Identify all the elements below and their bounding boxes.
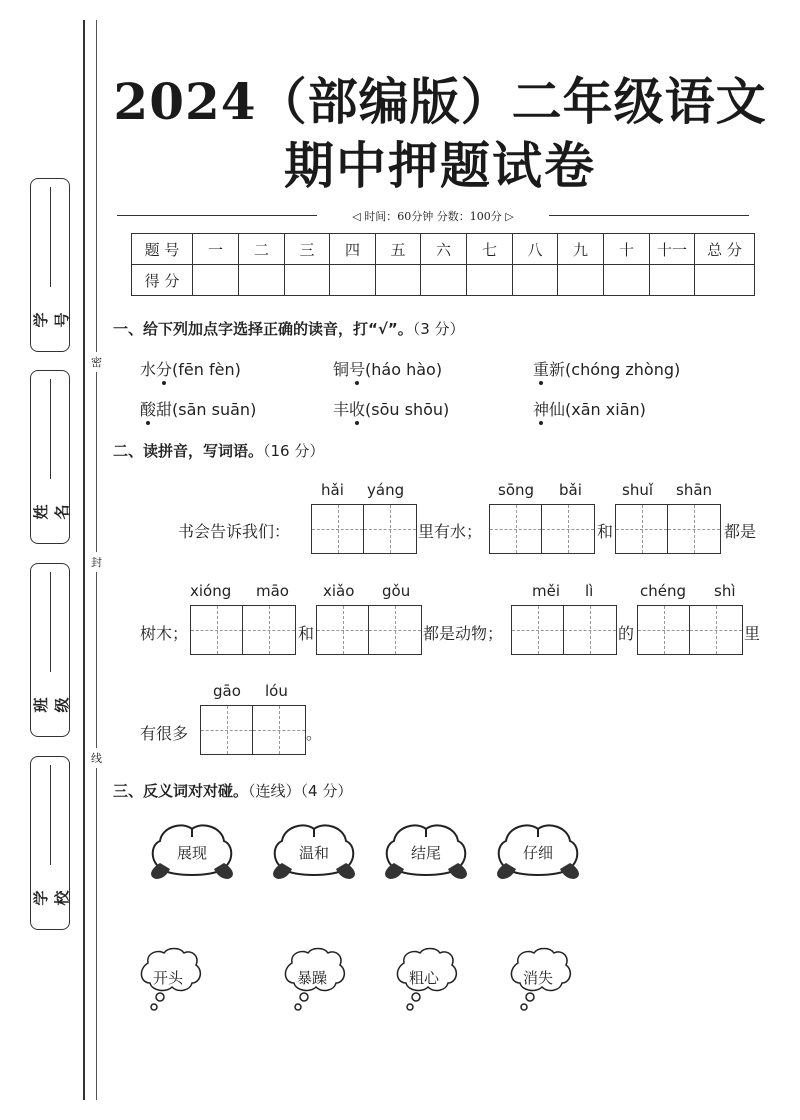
writing-grid[interactable] (615, 504, 721, 554)
cloud-word: 消失 (522, 969, 553, 987)
exam-info-row (117, 207, 749, 225)
score-row-label: 得 分 (132, 265, 193, 296)
q2-text: 和 (298, 624, 315, 643)
seal-char-xian: 线 (91, 748, 102, 768)
q2-text: 书会告诉我们： (178, 522, 291, 541)
section-2-heading (113, 440, 324, 461)
cloud-card[interactable] (506, 945, 576, 1013)
q1-pinyin-options: (sōu shōu) (365, 400, 450, 419)
writing-cell[interactable] (564, 606, 616, 654)
pinyin-label: hǎi (321, 481, 344, 499)
section-3-points: （连线）（4 分） (248, 782, 353, 800)
pinyin-label: lì (585, 582, 594, 600)
score-cell[interactable] (513, 265, 558, 296)
q2-text: 有很多 (140, 724, 189, 743)
score-cell[interactable] (695, 265, 755, 296)
section-3-title: 三、反义词对对碰。 (113, 782, 249, 800)
section-2-title: 二、读拼音，写词语。 (113, 442, 264, 460)
q1-item[interactable] (533, 397, 646, 420)
writing-cell[interactable] (191, 606, 243, 654)
q2-text: 和 (597, 522, 614, 541)
q1-item[interactable] (333, 397, 449, 420)
peach-word: 仔细 (522, 844, 553, 862)
pinyin-label: shuǐ (622, 481, 653, 499)
pinyin-label: shì (714, 582, 736, 600)
pinyin-label: yáng (367, 481, 405, 499)
writing-cell[interactable] (317, 606, 369, 654)
pinyin-label: māo (256, 582, 289, 600)
student-id-box[interactable] (30, 178, 70, 352)
score-header-cell: 七 (467, 234, 513, 265)
writing-cell[interactable] (638, 606, 690, 654)
pinyin-label: xiǎo (323, 582, 355, 600)
score-cell[interactable] (604, 265, 650, 296)
q1-item[interactable] (333, 357, 442, 380)
score-header-cell: 二 (239, 234, 285, 265)
q1-item[interactable] (140, 357, 241, 380)
q1-dotted-char: 分 (156, 360, 173, 379)
cloud-word: 开头 (152, 969, 183, 987)
score-header-cell: 四 (330, 234, 376, 265)
section-3-heading (113, 780, 352, 801)
q1-dotted-char: 酸 (140, 400, 157, 419)
cloud-card[interactable] (136, 945, 206, 1013)
seal-char-mi: 密 (91, 352, 102, 372)
peach-word: 温和 (298, 844, 329, 862)
q2-text: 树木； (140, 624, 189, 643)
q2-text: 都是 (724, 522, 757, 541)
q1-pinyin-options: (chóng zhòng) (565, 360, 681, 379)
score-header-cell: 六 (421, 234, 467, 265)
peach-word: 展现 (176, 844, 207, 862)
q1-dotted-char: 号 (349, 360, 366, 379)
q1-char: 铜 (333, 360, 350, 379)
q1-char: 甜 (156, 400, 173, 419)
score-cell[interactable] (376, 265, 421, 296)
pinyin-label: xióng (190, 582, 232, 600)
writing-grid[interactable] (200, 705, 306, 755)
score-cell[interactable] (330, 265, 376, 296)
score-header-cell: 九 (558, 234, 604, 265)
peach-word: 结尾 (410, 844, 441, 862)
score-cell[interactable] (558, 265, 604, 296)
pinyin-label: sōng (498, 481, 535, 499)
q1-char: 水 (140, 360, 157, 379)
writing-cell[interactable] (616, 505, 668, 553)
q1-dotted-char: 神 (533, 400, 550, 419)
exam-info-text: ◁ 时间：60分钟 分数：100分 ▷ (352, 210, 514, 223)
score-cell[interactable] (193, 265, 239, 296)
writing-grid[interactable] (511, 605, 617, 655)
pinyin-label: bǎi (559, 481, 582, 499)
writing-cell[interactable] (668, 505, 720, 553)
class-box[interactable] (30, 563, 70, 737)
writing-cell[interactable] (243, 606, 295, 654)
section-1-points: （3 分） (412, 320, 465, 338)
score-table-header-row (132, 234, 755, 265)
pinyin-label: měi (532, 582, 561, 600)
writing-grid[interactable] (637, 605, 743, 655)
section-1-title: 一、给下列加点字选择正确的读音，打“√”。 (113, 320, 413, 338)
student-id-label: 学 号 (32, 312, 71, 328)
writing-cell[interactable] (312, 505, 364, 553)
score-cell[interactable] (650, 265, 695, 296)
school-box[interactable] (30, 756, 70, 930)
writing-grid[interactable] (190, 605, 296, 655)
class-label: 班 级 (32, 697, 71, 713)
cloud-card[interactable] (392, 945, 462, 1013)
score-table (131, 233, 755, 296)
q1-dotted-char: 重 (533, 360, 550, 379)
score-header-cell: 五 (376, 234, 421, 265)
section-1-heading (113, 318, 465, 339)
q1-item[interactable] (140, 397, 256, 420)
pinyin-label: gǒu (382, 582, 411, 600)
writing-grid[interactable] (311, 504, 417, 554)
q2-text: 。 (306, 724, 323, 743)
student-name-label: 姓 名 (32, 504, 71, 520)
writing-cell[interactable] (490, 505, 542, 553)
writing-cell[interactable] (253, 706, 305, 754)
q1-pinyin-options: (háo hào) (365, 360, 443, 379)
score-cell[interactable] (285, 265, 330, 296)
score-header-cell: 题 号 (132, 234, 193, 265)
exam-title-line1: 2024（部编版）二年级语文 (113, 72, 767, 131)
peach-card[interactable] (380, 823, 472, 881)
q2-text: 的 (618, 624, 635, 643)
writing-cell[interactable] (364, 505, 416, 553)
score-header-cell: 三 (285, 234, 330, 265)
writing-cell[interactable] (690, 606, 742, 654)
peach-card[interactable] (146, 823, 238, 881)
cloud-word: 暴躁 (296, 969, 327, 987)
seal-char-feng: 封 (91, 552, 102, 572)
peach-card[interactable] (492, 823, 584, 881)
q2-text: 都是动物； (423, 624, 504, 643)
score-cell[interactable] (239, 265, 285, 296)
peach-card[interactable] (268, 823, 360, 881)
student-name-box[interactable] (30, 370, 70, 544)
q2-text: 里有水； (418, 522, 483, 541)
q1-pinyin-options: (sān suān) (172, 400, 257, 419)
pinyin-label: shān (676, 481, 713, 499)
q1-dotted-char: 收 (349, 400, 366, 419)
writing-cell[interactable] (369, 606, 421, 654)
score-table-score-row (132, 265, 755, 296)
pinyin-label: gāo (213, 682, 241, 700)
writing-grid[interactable] (489, 504, 595, 554)
section-2-points: （16 分） (263, 442, 325, 460)
cloud-card[interactable] (280, 945, 350, 1013)
score-header-cell: 总 分 (695, 234, 755, 265)
q1-char: 丰 (333, 400, 350, 419)
writing-cell[interactable] (542, 505, 594, 553)
q2-text: 里 (744, 624, 761, 643)
score-header-cell: 一 (193, 234, 239, 265)
q1-item[interactable] (533, 357, 680, 380)
writing-grid[interactable] (316, 605, 422, 655)
q1-pinyin-options: (fēn fèn) (172, 360, 241, 379)
score-header-cell: 八 (513, 234, 558, 265)
q1-pinyin-options: (xān xiān) (565, 400, 646, 419)
q1-char: 仙 (549, 400, 566, 419)
writing-cell[interactable] (512, 606, 564, 654)
school-label: 学 校 (32, 890, 71, 906)
cloud-word: 粗心 (408, 969, 439, 987)
binding-line-thick (83, 20, 85, 1100)
score-header-cell: 十一 (650, 234, 695, 265)
pinyin-label: chéng (640, 582, 687, 600)
score-cell[interactable] (421, 265, 467, 296)
q1-char: 新 (549, 360, 566, 379)
exam-title-line2: 期中押题试卷 (284, 136, 596, 195)
score-cell[interactable] (467, 265, 513, 296)
pinyin-label: lóu (265, 682, 288, 700)
score-header-cell: 十 (604, 234, 650, 265)
writing-cell[interactable] (201, 706, 253, 754)
